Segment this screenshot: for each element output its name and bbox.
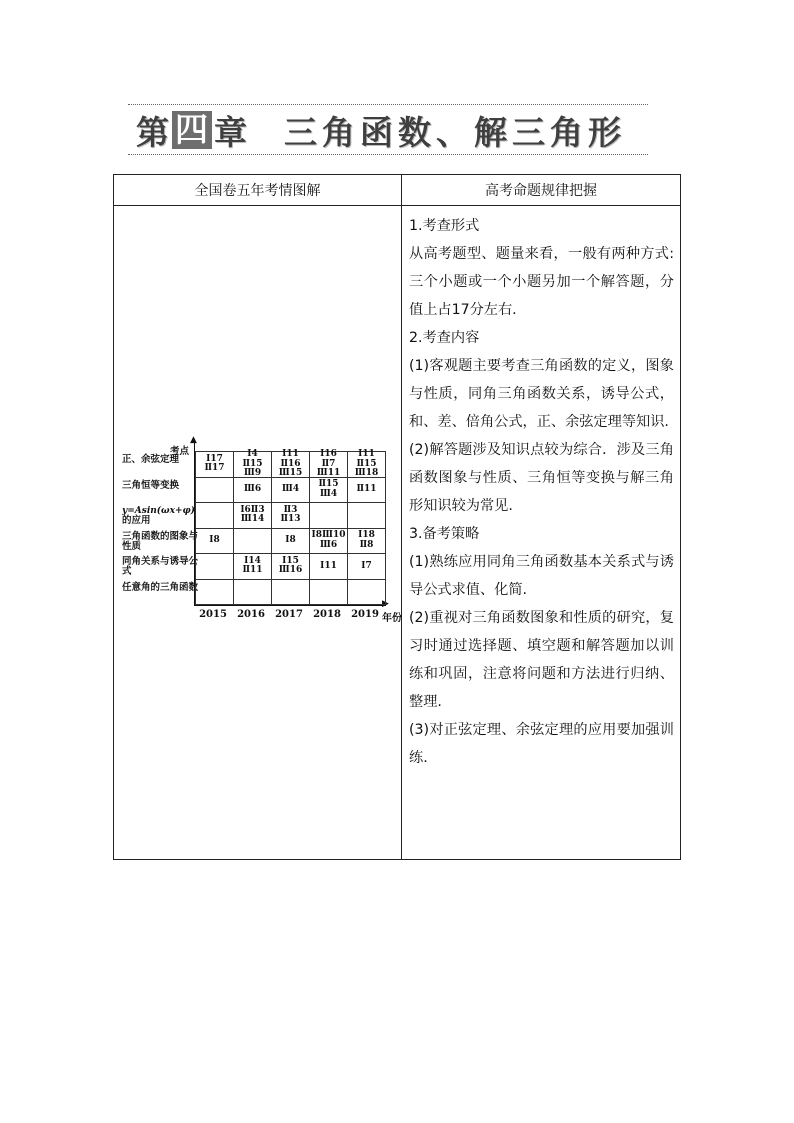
x-axis-unit: 年份 (382, 613, 402, 624)
y-axis-arrow: ▲ (190, 435, 197, 445)
row-label-4: 同角关系与诱导公式 (122, 556, 199, 577)
chapter-subtitle: 三角函数、解三角形 (284, 112, 626, 152)
grid-cell-2-2: Ⅱ3 Ⅱ13 (271, 502, 310, 529)
row-label-5: 任意角的三角函数 (122, 581, 199, 593)
grid-cell-0-3: Ⅰ16 Ⅱ7 Ⅲ11 (309, 451, 348, 478)
grid-cell-1-3: Ⅱ15 Ⅲ4 (309, 477, 348, 504)
grid-cell-1-1: Ⅲ6 (233, 477, 272, 504)
x-tick-2016: 2016 (237, 609, 265, 620)
grid-cell-5-4 (347, 579, 386, 606)
row-label-2: y=Asin(ωx+φ) 的应用 (122, 506, 195, 526)
exam-rules-cell (402, 206, 681, 860)
grid-cell-3-1 (233, 528, 272, 555)
grid-cell-2-4 (347, 502, 386, 529)
x-tick-2019: 2019 (351, 609, 379, 620)
chapter-number: 四 (172, 111, 212, 149)
exam-analysis-table (113, 174, 681, 860)
grid-cell-4-4: Ⅰ7 (347, 553, 386, 580)
header-right: 高考命题规律把握 (402, 175, 681, 206)
exam-chart (114, 435, 404, 639)
grid-cell-4-1: Ⅰ14 Ⅱ11 (233, 553, 272, 580)
grid-cell-2-1: Ⅰ6Ⅱ3 Ⅲ14 (233, 502, 272, 529)
section-3-text-3: (3)对正弦定理、余弦定理的应用要加强训练. (409, 722, 674, 766)
grid-cell-5-3 (309, 579, 348, 606)
header-left: 全国卷五年考情图解 (114, 175, 402, 206)
chapter-heading (128, 100, 648, 158)
section-2-title: 2.考查内容 (409, 330, 480, 346)
row-label-math-2: y=Asin(ωx+φ) (122, 506, 195, 516)
grid-cell-3-3: Ⅰ8Ⅲ10 Ⅲ6 (309, 528, 348, 555)
grid-cell-3-4: Ⅰ18 Ⅱ8 (347, 528, 386, 555)
row-label-1: 三角恒等变换 (122, 479, 180, 491)
y-axis-label: 考点 (170, 446, 190, 457)
chapter-title (136, 108, 626, 152)
grid-cell-0-1: Ⅰ4 Ⅱ15 Ⅲ9 (233, 451, 272, 478)
heading-bottom-rule (128, 154, 648, 155)
x-axis-arrow: ▶ (382, 599, 389, 609)
grid-cell-5-1 (233, 579, 272, 606)
grid-cell-1-2: Ⅲ4 (271, 477, 310, 504)
heading-top-rule (128, 104, 648, 105)
x-tick-2018: 2018 (313, 609, 341, 620)
grid-cell-5-0 (195, 579, 234, 606)
section-1-title: 1.考查形式 (409, 218, 480, 234)
chapter-suffix: 章 (214, 112, 248, 152)
exam-chart-cell (114, 206, 402, 860)
grid-cell-0-2: Ⅰ11 Ⅱ16 Ⅲ15 (271, 451, 310, 478)
grid-cell-2-0 (195, 502, 234, 529)
section-3-text-1: (1)熟练应用同角三角函数基本关系式与诱导公式求值、化简. (409, 554, 674, 598)
section-3-title: 3.备考策略 (409, 526, 480, 542)
x-axis-line (194, 605, 386, 606)
x-tick-2017: 2017 (275, 609, 303, 620)
grid-cell-0-4: Ⅰ11 Ⅱ15 Ⅲ18 (347, 451, 386, 478)
grid-cell-3-0: Ⅰ8 (195, 528, 234, 555)
grid-cell-0-0: Ⅰ17 Ⅱ17 (195, 451, 234, 478)
row-label-3: 三角函数的图象与性质 (122, 530, 199, 552)
grid-cell-4-0 (195, 553, 234, 580)
grid-cell-4-2: Ⅰ15 Ⅲ16 (271, 553, 310, 580)
grid-cell-2-3 (309, 502, 348, 529)
grid-cell-3-2: Ⅰ8 (271, 528, 310, 555)
row-label-0: 正、余弦定理 (122, 454, 180, 465)
chapter-prefix: 第 (136, 112, 170, 152)
grid-cell-5-2 (271, 579, 310, 606)
section-3-text-2: (2)重视对三角函数图象和性质的研究，复习时通过选择题、填空题和解答题加以训练和巩固，注意将问题和方法进行归纳、整理. (409, 610, 674, 710)
grid-cell-1-4: Ⅱ11 (347, 477, 386, 504)
grid-cell-1-0 (195, 477, 234, 504)
section-2-text-2: (2)解答题涉及知识点较为综合．涉及三角函数图象与性质、三角恒等变换与解三角形知识较为常见. (409, 442, 674, 514)
grid-cell-4-3: Ⅰ11 (309, 553, 348, 580)
x-tick-2015: 2015 (199, 609, 227, 620)
section-1-text: 从高考题型、题量来看，一般有两种方式:三个小题或一个小题另加一个解答题，分值上占17分左右. (409, 246, 674, 318)
section-2-text-1: (1)客观题主要考查三角函数的定义，图象与性质，同角三角函数关系，诱导公式，和、差、倍角公式，正、余弦定理等知识. (409, 358, 674, 430)
